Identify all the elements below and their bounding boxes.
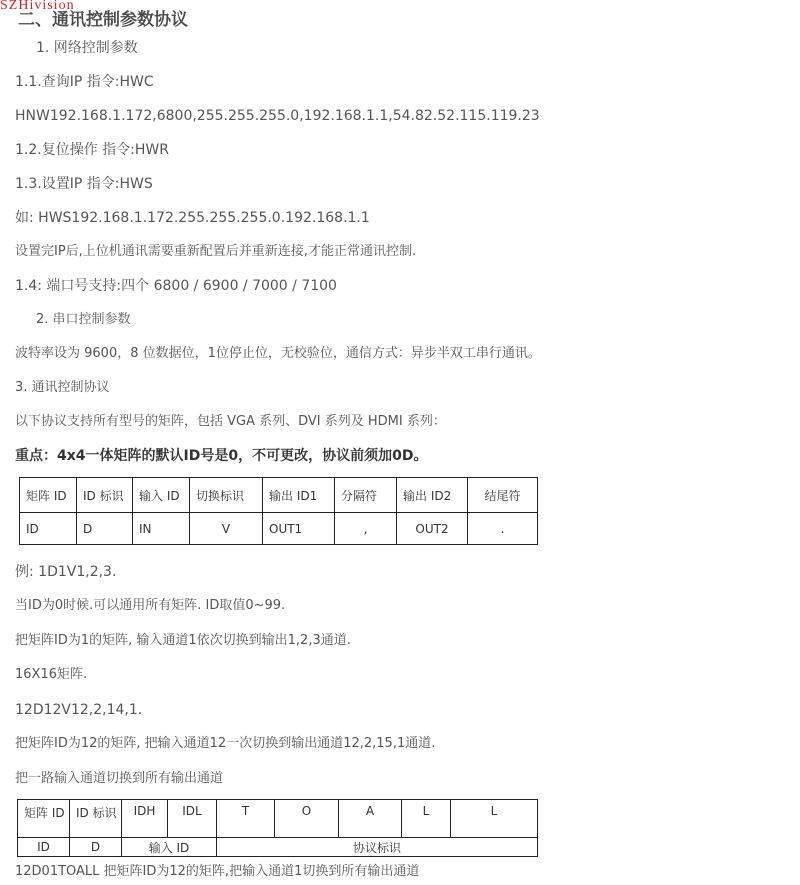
table-cell: 输入 ID xyxy=(122,838,217,857)
table-cell: 切换标识 xyxy=(190,478,263,513)
ports-line: 1.4: 端口号支持:四个 6800 / 6900 / 7000 / 7100 xyxy=(15,278,337,294)
table-cell: . xyxy=(468,513,538,545)
switch-12-desc: 把矩阵ID为12的矩阵, 把输入通道12一次切换到输出通道12,2,15,1通道. xyxy=(15,736,436,751)
switch-all-title: 把一路输入通道切换到所有输出通道 xyxy=(15,771,224,786)
id0-note: 当ID为0时候.可以通用所有矩阵. ID取值0~99. xyxy=(15,598,286,613)
protocol-title: 3. 通讯控制协议 xyxy=(15,380,110,395)
table-cell: 输入 ID xyxy=(133,478,190,513)
table-cell: OUT1 xyxy=(263,513,335,545)
table-cell: V xyxy=(190,513,263,545)
table-cell: 矩阵 ID xyxy=(18,800,70,838)
section-heading: 二、通讯控制参数协议 xyxy=(18,10,188,30)
serial-params-title: 2. 串口控制参数 xyxy=(36,312,131,327)
table-cell: 输出 ID2 xyxy=(397,478,468,513)
table-cell: ID xyxy=(18,838,70,857)
matrix-16-line: 16X16矩阵. xyxy=(15,667,88,682)
switch-1-desc: 把矩阵ID为1的矩阵, 输入通道1依次切换到输出1,2,3通道. xyxy=(15,633,351,648)
table-cell: D xyxy=(77,513,133,545)
protocol-table-1 xyxy=(19,477,538,545)
baud-line: 波特率设为 9600，8 位数据位，1位停止位，无校验位，通信方式：异步半双工串行通讯。 xyxy=(15,346,541,361)
table-cell: OUT2 xyxy=(397,513,468,545)
table-row xyxy=(18,838,538,857)
table-cell: A xyxy=(339,800,402,838)
key-note: 重点：4x4一体矩阵的默认ID号是0，不可更改，协议前须加0D。 xyxy=(15,448,428,464)
table-cell: 结尾符 xyxy=(468,478,538,513)
table-cell: 输出 ID1 xyxy=(263,478,335,513)
network-params-title: 1. 网络控制参数 xyxy=(36,40,138,56)
hnw-response-line: HNW192.168.1.172,6800,255.255.255.0,192.168.1.1,54.82.52.115.119.23 xyxy=(15,108,540,124)
table-cell: 矩阵 ID xyxy=(20,478,77,513)
table-cell: ID 标识 xyxy=(77,478,133,513)
query-ip-line: 1.1.查询IP 指令:HWC xyxy=(15,74,154,90)
reset-line: 1.2.复位操作 指令:HWR xyxy=(15,142,169,158)
table-cell: IDH xyxy=(122,800,168,838)
table-cell: ID xyxy=(20,513,77,545)
table-cell: D xyxy=(70,838,122,857)
example-1: 例: 1D1V1,2,3. xyxy=(15,564,117,580)
toall-example: 12D01TOALL 把矩阵ID为12的矩阵,把输入通道1切换到所有输出通道 xyxy=(15,864,420,879)
table-cell: 协议标识 xyxy=(217,838,538,857)
table-row xyxy=(20,513,538,545)
example-2: 12D12V12,2,14,1. xyxy=(15,702,143,718)
table-cell: L xyxy=(402,800,451,838)
table-row xyxy=(20,478,538,513)
watermark: SZHivision xyxy=(0,0,75,13)
table-row xyxy=(18,800,538,838)
table-cell: 分隔符 xyxy=(335,478,397,513)
support-line: 以下协议支持所有型号的矩阵，包括 VGA 系列、DVI 系列及 HDMI 系列： xyxy=(15,414,446,429)
table-cell: ID 标识 xyxy=(70,800,122,838)
table-cell: IDL xyxy=(168,800,217,838)
table-cell: O xyxy=(275,800,339,838)
table-cell: IN xyxy=(133,513,190,545)
table-cell: T xyxy=(217,800,275,838)
after-set-note: 设置完IP后,上位机通讯需要重新配置后并重新连接,才能正常通讯控制. xyxy=(15,244,417,259)
hws-example-line: 如: HWS192.168.1.172.255.255.255.0.192.168.1.1 xyxy=(15,210,370,226)
table-cell: L xyxy=(451,800,538,838)
protocol-table-2 xyxy=(17,799,538,857)
table-cell: , xyxy=(335,513,397,545)
set-ip-line: 1.3.设置IP 指令:HWS xyxy=(15,176,153,192)
